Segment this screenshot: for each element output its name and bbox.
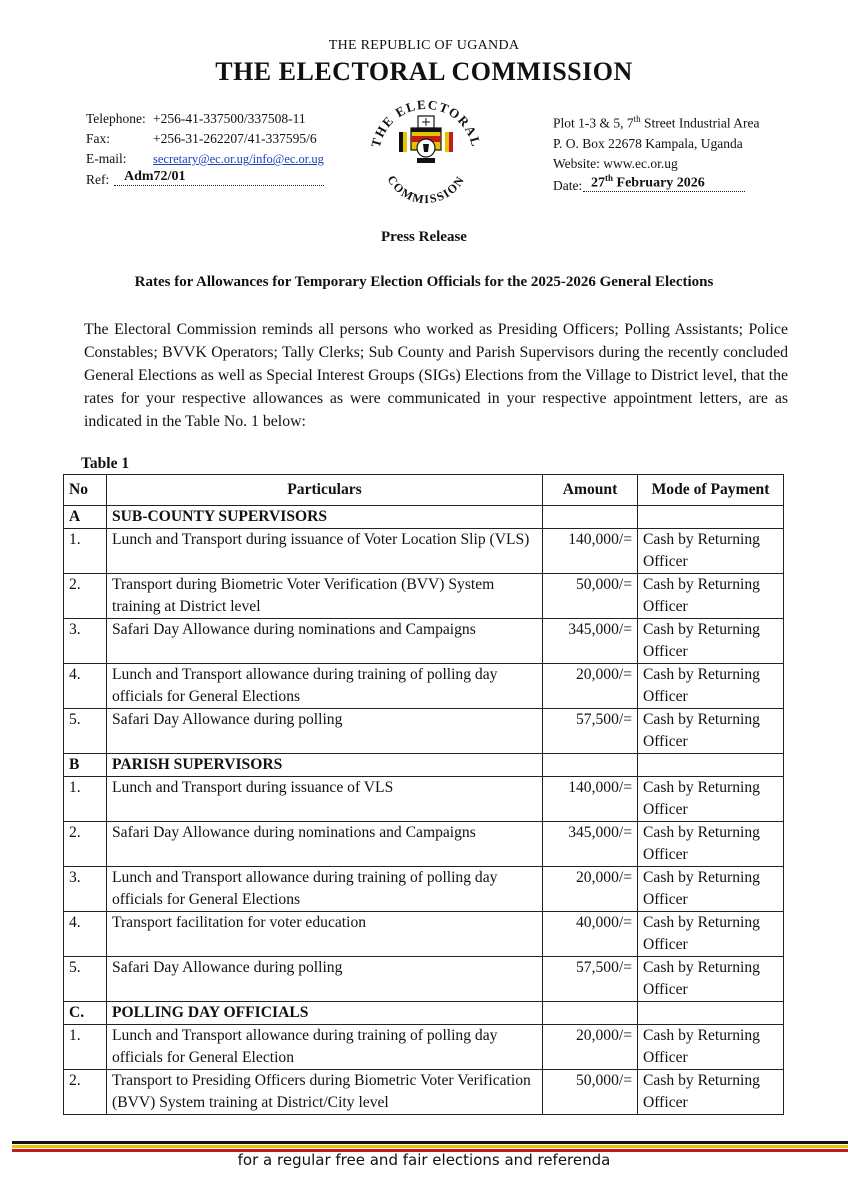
row-particulars: Lunch and Transport during issuance of Voter Location Slip (VLS) [107, 529, 543, 574]
section-code: B [64, 754, 107, 777]
ref-label: Ref: [86, 172, 110, 187]
row-no: 5. [64, 709, 107, 754]
row-mode: Cash by Returning Officer [638, 529, 784, 574]
date-dotted-line [583, 191, 745, 192]
footer-stripe-black [12, 1141, 848, 1144]
table-row [64, 777, 784, 822]
section-row [64, 506, 784, 529]
address-line-1: Plot 1-3 & 5, 7th Street Industrial Area [553, 114, 760, 131]
section-name: SUB-COUNTY SUPERVISORS [107, 506, 543, 529]
electoral-commission-logo [365, 92, 487, 214]
allowances-table [63, 474, 784, 1115]
col-header-particulars: Particulars [107, 475, 543, 506]
row-particulars: Safari Day Allowance during polling [107, 957, 543, 1002]
table-row [64, 574, 784, 619]
date [553, 173, 705, 194]
section-row [64, 1002, 784, 1025]
section-code: C. [64, 1002, 107, 1025]
row-amount: 57,500/= [543, 709, 638, 754]
date-value: 27th February 2026 [591, 173, 705, 191]
row-amount: 50,000/= [543, 574, 638, 619]
table-row [64, 709, 784, 754]
row-amount: 140,000/= [543, 777, 638, 822]
table-row [64, 822, 784, 867]
table-row [64, 912, 784, 957]
table-header-row [64, 475, 784, 506]
row-mode: Cash by Returning Officer [638, 1070, 784, 1115]
row-mode: Cash by Returning Officer [638, 1025, 784, 1070]
table-row [64, 867, 784, 912]
email-link-info[interactable]: info@ec.or.ug [252, 152, 324, 166]
row-particulars: Transport to Presiding Officers during Biometric Voter Verification (BVV) System training at District/City level [107, 1070, 543, 1115]
logo-text-top: THE ELECTORAL [367, 96, 485, 149]
row-particulars: Safari Day Allowance during nominations and Campaigns [107, 822, 543, 867]
table-row [64, 1070, 784, 1115]
table-title: Table 1 [81, 455, 130, 472]
row-mode: Cash by Returning Officer [638, 619, 784, 664]
footer-motto: for a regular free and fair elections and referenda [237, 1151, 611, 1169]
section-name: POLLING DAY OFFICIALS [107, 1002, 543, 1025]
row-mode: Cash by Returning Officer [638, 957, 784, 1002]
date-label: Date: [553, 178, 583, 193]
section-amount-empty [543, 506, 638, 529]
row-particulars: Lunch and Transport allowance during training of polling day officials for General Elections [107, 664, 543, 709]
telephone-label: Telephone: [86, 111, 146, 126]
row-mode: Cash by Returning Officer [638, 912, 784, 957]
contact-block [86, 109, 324, 169]
row-no: 1. [64, 529, 107, 574]
row-mode: Cash by Returning Officer [638, 822, 784, 867]
email-link-secretary[interactable]: secretary@ec.or.ug [153, 152, 250, 166]
address-line-2: P. O. Box 22678 Kampala, Uganda [553, 135, 743, 151]
col-header-no: No [64, 475, 107, 506]
address-block [553, 109, 760, 174]
row-particulars: Safari Day Allowance during polling [107, 709, 543, 754]
email-separator: / [249, 152, 253, 166]
row-particulars: Safari Day Allowance during nominations and Campaigns [107, 619, 543, 664]
row-no: 4. [64, 664, 107, 709]
section-row [64, 754, 784, 777]
row-no: 1. [64, 777, 107, 822]
table-row [64, 957, 784, 1002]
col-header-mode: Mode of Payment [638, 475, 784, 506]
intro-paragraph: The Electoral Commission reminds all persons who worked as Presiding Officers; Polling Assistants; Police Constables; BVVK Operators; Tally Clerks; Sub County and Parish Supervisors during the recently concluded General Elections as well as Special Interest Groups (SIGs) Elections from the Village to District level, that the rates for your respective allowances as were communicated in your respective appointment letters, are as indicated in the Table No. 1 below: [84, 321, 788, 430]
row-particulars: Transport facilitation for voter education [107, 912, 543, 957]
col-header-amount: Amount [543, 475, 638, 506]
row-mode: Cash by Returning Officer [638, 867, 784, 912]
fax-value: +256-31-262207/41-337595/6 [153, 131, 317, 146]
row-amount: 40,000/= [543, 912, 638, 957]
reference [86, 169, 186, 188]
email-label: E-mail: [86, 151, 127, 166]
row-particulars: Lunch and Transport allowance during training of polling day officials for General Elections [107, 867, 543, 912]
row-no: 3. [64, 867, 107, 912]
telephone-value: +256-41-337500/337508-11 [153, 111, 306, 126]
row-amount: 20,000/= [543, 867, 638, 912]
row-amount: 57,500/= [543, 957, 638, 1002]
section-mode-empty [638, 1002, 784, 1025]
section-code: A [64, 506, 107, 529]
row-mode: Cash by Returning Officer [638, 574, 784, 619]
ref-value: Adm72/01 [124, 169, 186, 184]
table-row [64, 529, 784, 574]
table-row [64, 664, 784, 709]
row-particulars: Lunch and Transport during issuance of VLS [107, 777, 543, 822]
row-particulars: Lunch and Transport allowance during training of polling day officials for General Election [107, 1025, 543, 1070]
commission-heading: THE ELECTORAL COMMISSION [215, 57, 633, 86]
svg-text:COMMISSION [384, 173, 467, 207]
section-amount-empty [543, 1002, 638, 1025]
row-no: 5. [64, 957, 107, 1002]
ballot-box-icon [411, 116, 441, 163]
row-particulars: Transport during Biometric Voter Verification (BVV) System training at District level [107, 574, 543, 619]
ref-dotted-line [114, 185, 324, 186]
row-no: 4. [64, 912, 107, 957]
table-body [64, 506, 784, 1115]
row-no: 2. [64, 574, 107, 619]
row-amount: 140,000/= [543, 529, 638, 574]
section-mode-empty [638, 506, 784, 529]
press-release-subject: Rates for Allowances for Temporary Election Officials for the 2025-2026 General Elections [134, 274, 714, 290]
row-no: 2. [64, 822, 107, 867]
row-mode: Cash by Returning Officer [638, 709, 784, 754]
fax-label: Fax: [86, 131, 111, 146]
row-amount: 345,000/= [543, 619, 638, 664]
section-mode-empty [638, 754, 784, 777]
row-amount: 345,000/= [543, 822, 638, 867]
logo-text-bottom: COMMISSION [384, 172, 468, 207]
republic-heading: THE REPUBLIC OF UGANDA [328, 38, 520, 53]
row-mode: Cash by Returning Officer [638, 777, 784, 822]
section-amount-empty [543, 754, 638, 777]
row-amount: 50,000/= [543, 1070, 638, 1115]
press-release-label: Press Release [381, 229, 467, 245]
row-no: 2. [64, 1070, 107, 1115]
row-no: 1. [64, 1025, 107, 1070]
row-no: 3. [64, 619, 107, 664]
website: Website: www.ec.or.ug [553, 155, 678, 171]
table-row [64, 1025, 784, 1070]
footer-stripe-yellow [12, 1145, 848, 1148]
table-row [64, 619, 784, 664]
row-amount: 20,000/= [543, 664, 638, 709]
row-amount: 20,000/= [543, 1025, 638, 1070]
section-name: PARISH SUPERVISORS [107, 754, 543, 777]
row-mode: Cash by Returning Officer [638, 664, 784, 709]
